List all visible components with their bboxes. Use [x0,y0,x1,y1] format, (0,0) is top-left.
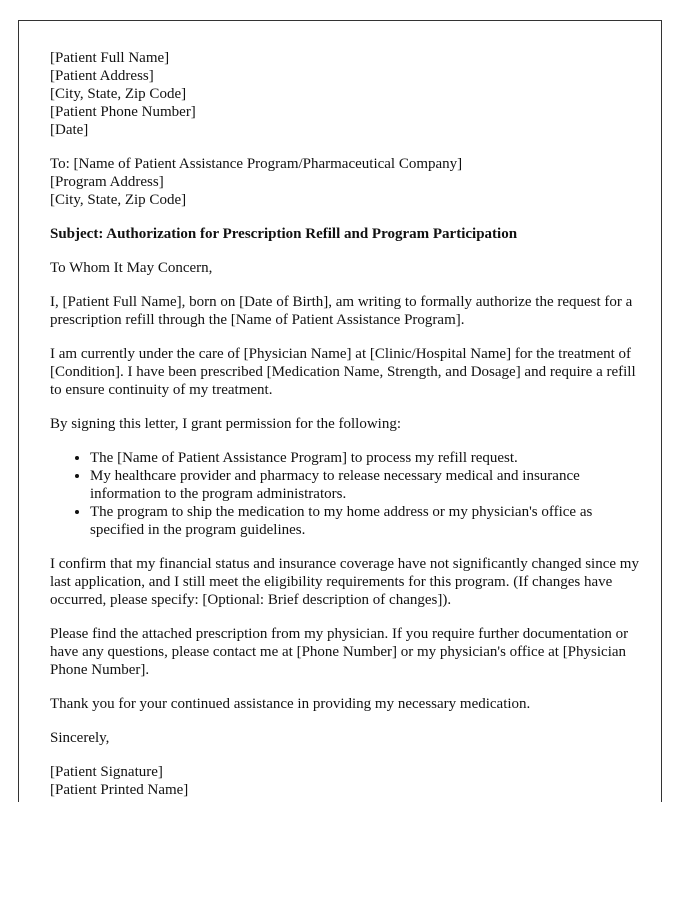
sender-city: [City, State, Zip Code] [50,86,187,102]
patient-signature: [Patient Signature] [50,764,163,780]
paragraph-thanks: Thank you for your continued assistance in providing my necessary medication. [50,696,531,712]
list-item: • The [Name of Patient Assistance Program] to process my refill request. [90,449,650,467]
signature-block [50,763,650,799]
sender-name: [Patient Full Name] [50,50,170,66]
paragraph-treatment: I am currently under the care of [Physician Name] at [Clinic/Hospital Name] for the treatment of [Condition]. I have been prescribed [Medication Name, Strength, and Dosage] and require a refill to ensure continuity of my treatment. [50,346,636,398]
recipient-address: [Program Address] [50,174,164,190]
recipient-name: To: [Name of Patient Assistance Program/Pharmaceutical Company] [50,156,463,172]
permissions-list [50,449,650,539]
list-item: • My healthcare provider and pharmacy to release necessary medical and insurance information to the program administrators. [90,467,650,503]
salutation: To Whom It May Concern, [50,260,213,276]
recipient-block [50,155,650,209]
letter-subject: Subject: Authorization for Prescription Refill and Program Participation [50,226,518,242]
sender-block [50,49,650,139]
patient-printed-name: [Patient Printed Name] [50,782,189,798]
letter-date: [Date] [50,122,89,138]
recipient-city: [City, State, Zip Code] [50,192,187,208]
paragraph-authorization: I, [Patient Full Name], born on [Date of Birth], am writing to formally authorize the request for a prescription refill through the [Name of Patient Assistance Program]. [50,294,633,328]
letter-page [18,20,662,802]
letter-body [50,49,650,799]
closing-sincerely: Sincerely, [50,730,110,746]
list-item: • The program to ship the medication to my home address or my physician's office as specified in the program guidelines. [90,503,650,539]
paragraph-attachment: Please find the attached prescription from my physician. If you require further documentation or have any questions, please contact me at [Phone Number] or my physician's office at [Physician Phone Number]. [50,626,629,678]
paragraph-financial-status: I confirm that my financial status and insurance coverage have not significantly changed since my last application, and I still meet the eligibility requirements for this program. (If changes have occurred, please specify: [Optional: Brief description of changes]). [50,556,639,608]
sender-address: [Patient Address] [50,68,154,84]
sender-phone: [Patient Phone Number] [50,104,196,120]
paragraph-permission-intro: By signing this letter, I grant permission for the following: [50,416,402,432]
